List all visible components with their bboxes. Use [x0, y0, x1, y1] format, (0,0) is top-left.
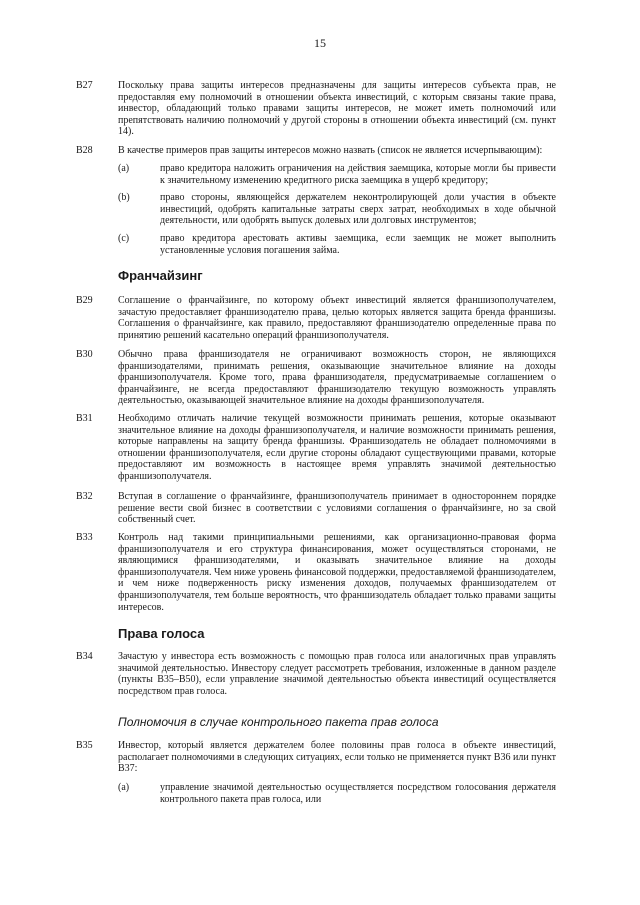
- list-item-text: управление значимой деятельностью осуществляется посредством голосования держателя контрольного пакета прав голоса, или: [160, 782, 556, 805]
- paragraph-text: Обычно права франшизодателя не ограничивают возможность сторон, не являющихся франшизодателями, принимать решения, оказывающие значительное влияние на доходы франшизополучателя. Кроме того, права франшизодателя, предусматриваемые соглашением о франчайзинге, не всегда предоставляют франшизодателю текущую возможность управлять деятельностью, оказывающей значительное влияние на доходы франшизополучателя.: [118, 349, 556, 407]
- paragraph-number: B30: [76, 349, 93, 360]
- list-item-letter: (b): [118, 192, 130, 203]
- paragraph-number: B27: [76, 80, 93, 91]
- paragraph-text: В качестве примеров прав защиты интересов можно назвать (список не является исчерпывающим):: [118, 145, 543, 156]
- paragraph-text: Контроль над такими принципиальными решениями, как организационно-правовая форма франшизополучателя и его структура финансирования, может осуществляться сторонами, не являющимися франшизодателями, и оказывать значительное влияние на доходы франшизополучателя. Чем ниже уровень финансовой поддержки, предоставляемой франшизодателем, и чем ниже подверженность риску изменения доходов, получаемых франшизодателем от франшизополучателя, тем больше вероятность, что франшизодатель обладает только правами защиты интересов.: [118, 532, 556, 613]
- list-item-text: право стороны, являющейся держателем неконтролирующей доли участия в объекте инвестиций, одобрять капитальные затраты сверх затрат, необходимых в ходе обычной деятельности, или одобрять выпуск долевых или долговых инструментов;: [160, 192, 556, 227]
- list-item-letter: (a): [118, 163, 130, 174]
- paragraph-text: Соглашение о франчайзинге, по которому объект инвестиций является франшизополучателем, зачастую предоставляет франшизодателю права, целью которых является защита бренда франшизы. Соглашения о франчайзинге, как правило, предоставляют франшизодателю определенные права по принятию решений касательно операций франшизополучателя.: [118, 295, 556, 341]
- list-item-letter: (c): [118, 233, 130, 244]
- list-item-letter: (a): [118, 782, 130, 793]
- paragraph-number: B28: [76, 145, 93, 156]
- subsection-heading-majority: Полномочия в случае контрольного пакета прав голоса: [118, 715, 439, 729]
- section-heading-voting-rights: Права голоса: [118, 626, 205, 641]
- paragraph-number: B33: [76, 532, 93, 543]
- paragraph-text: Необходимо отличать наличие текущей возможности принимать решения, которые оказывают значительное влияние на доходы франшизополучателя, и наличие возможности принимать решения, которые направлены на защиту бренда франшизы. Франшизодатель не обладает полномочиями в отношении франшизополучателя, если другие стороны обладают существующими правами, которые предоставляют им возможность в настоящее время управлять значимой деятельностью франшизополучателя.: [118, 413, 556, 482]
- paragraph-number: B31: [76, 413, 93, 424]
- paragraph-number: B29: [76, 295, 93, 306]
- paragraph-number: B32: [76, 491, 93, 502]
- paragraph-text: Инвестор, который является держателем более половины прав голоса в объекте инвестиций, располагает полномочиями в следующих ситуациях, если только не применяется пункт B36 или пункт B37:: [118, 740, 556, 775]
- paragraph-text: Зачастую у инвестора есть возможность с помощью прав голоса или аналогичных прав управлять значимой деятельностью. Инвестору следует рассмотреть требования, изложенные в данном разделе (пункты B35–B50), если управление значимой деятельностью объекта инвестиций осуществляется посредством прав голоса.: [118, 651, 556, 697]
- paragraph-number: B34: [76, 651, 93, 662]
- paragraph-number: B35: [76, 740, 93, 751]
- section-heading-franchising: Франчайзинг: [118, 268, 203, 283]
- paragraph-text: Поскольку права защиты интересов предназначены для защиты интересов субъекта прав, не предоставляя ему полномочий в отношении объекта инвестиций, с которым связаны такие права, инвестор, обладающий только правами защиты интересов, не может иметь полномочий или препятствовать наличию полномочий у другой стороны в отношении объекта инвестиций (см. пункт 14).: [118, 80, 556, 138]
- list-item-text: право кредитора арестовать активы заемщика, если заемщик не может выполнить установленные условия погашения займа.: [160, 233, 556, 256]
- page-number: 15: [314, 36, 326, 50]
- paragraph-text: Вступая в соглашение о франчайзинге, франшизополучатель принимает в одностороннем порядке решение вести свой бизнес в соответствии с условиями соглашения о франчайзинге, но за свой собственный счет.: [118, 491, 556, 526]
- list-item-text: право кредитора наложить ограничения на действия заемщика, которые могли бы привести к значительному изменению кредитного риска заемщика в ущерб кредитору;: [160, 163, 556, 186]
